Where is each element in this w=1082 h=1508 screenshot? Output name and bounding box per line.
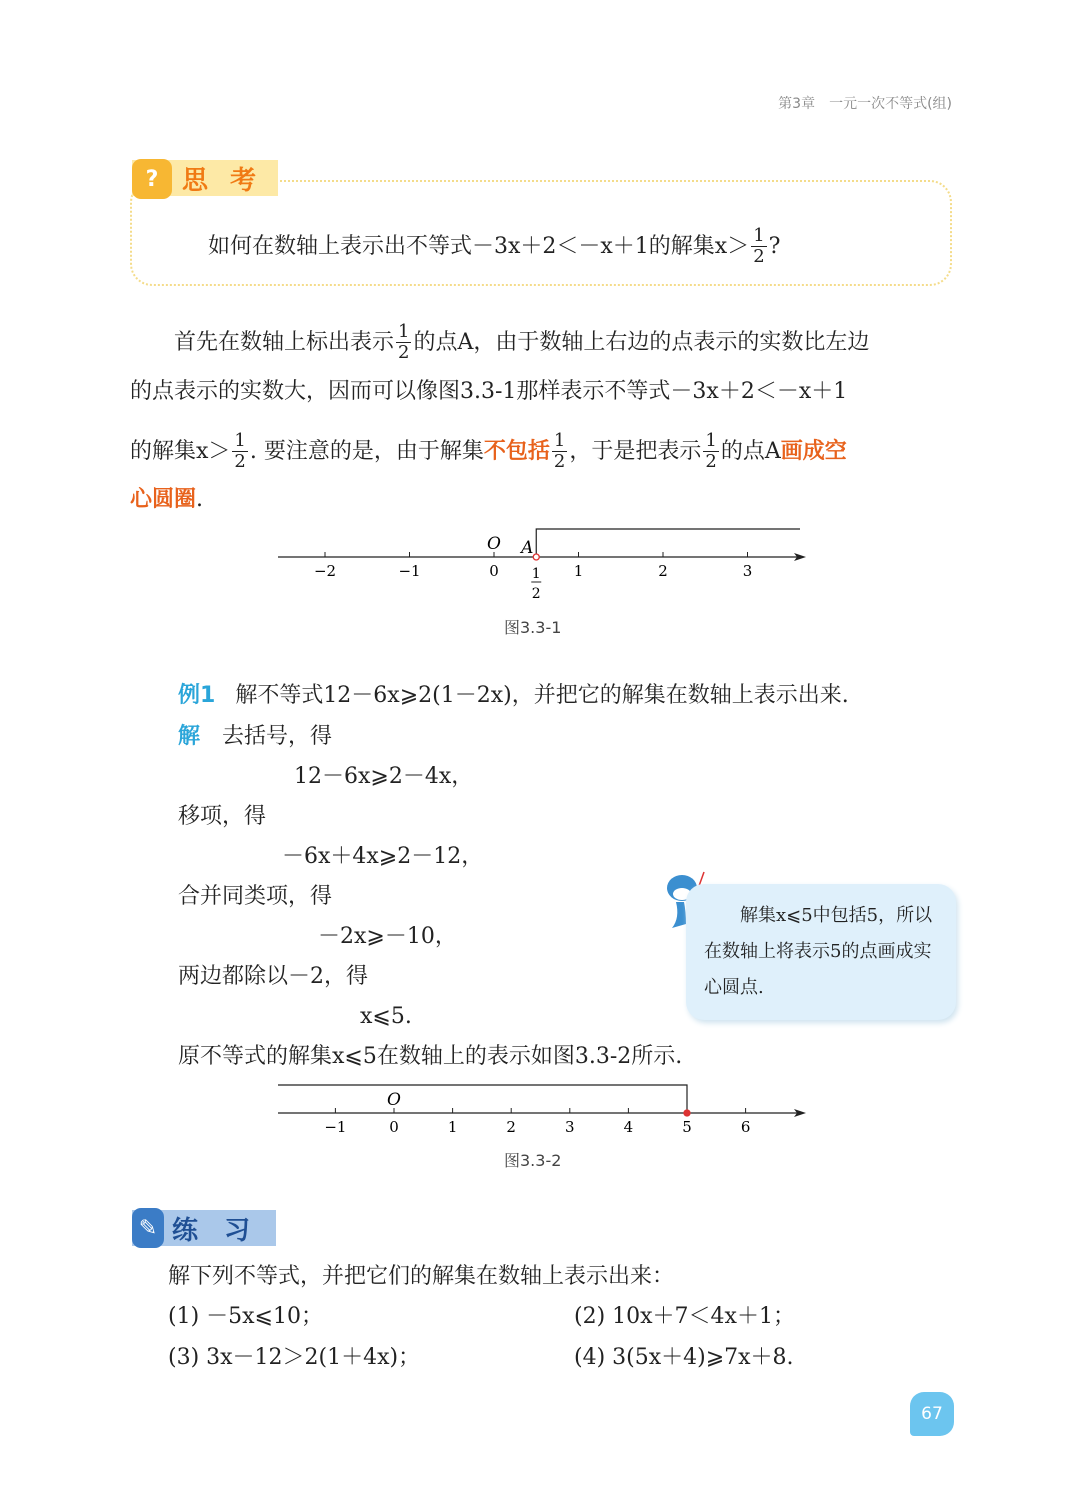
think-question — [208, 226, 780, 267]
open-point — [533, 554, 539, 560]
fraction — [751, 226, 766, 267]
example-conclusion: 原不等式的解集x⩽5在数轴上的表示如图3.3-2所示. — [178, 1044, 683, 1069]
solution-line — [178, 722, 332, 752]
think-title: 思考 — [181, 165, 278, 196]
emphasis-text: 心圆圈 — [130, 487, 197, 512]
practice-title: 练习 — [171, 1215, 276, 1246]
page-number: 67 — [910, 1392, 954, 1436]
denominator: 2 — [398, 342, 410, 363]
step-2-text: 移项，得 — [178, 804, 267, 829]
denominator: 2 — [553, 451, 566, 472]
denominator: 2 — [234, 451, 246, 472]
example-line — [178, 681, 849, 711]
practice-item-2: (2) 10x＋7＜4x＋1； — [574, 1304, 795, 1329]
tick-label: 3 — [742, 562, 753, 580]
example-problem: 解不等式12－6x⩾2(1－2x)，并把它的解集在数轴上表示出来. — [235, 683, 849, 708]
emphasis-text: 不包括 — [483, 438, 550, 464]
origin-label: O — [487, 534, 501, 554]
chapter-header: 第3章 一元一次不等式(组) — [778, 96, 952, 112]
text-segment: 如何在数轴上表示出不等式－3x＋2＜－x＋1的解集x＞ — [208, 233, 750, 259]
number-line-figure-1 — [0, 510, 1082, 610]
text-segment: ? — [768, 233, 781, 259]
practice-item-1: (1) －5x⩽10； — [168, 1304, 323, 1329]
step-1-math: 12－6x⩾2－4x， — [294, 764, 474, 789]
text-segment: . — [196, 487, 204, 512]
tick-label: 2 — [658, 562, 668, 580]
emphasis-text: 画成空 — [780, 438, 847, 464]
figure-2-caption: 图3.3-2 — [504, 1151, 562, 1170]
numerator: 1 — [705, 430, 717, 451]
solution-bracket — [536, 529, 800, 557]
tick-label: 6 — [740, 1118, 751, 1136]
numerator: 1 — [398, 321, 410, 342]
origin-label: O — [387, 1090, 401, 1110]
figure-1-caption: 图3.3-1 — [504, 618, 562, 637]
step-4-math: x⩽5. — [360, 1004, 412, 1029]
lightbulb-question-icon: ? — [132, 159, 172, 199]
text-segment: . 要注意的是，由于解集 — [249, 438, 484, 464]
tick-label: 1 — [447, 1118, 458, 1136]
example-label: 例1 — [178, 683, 216, 708]
step-4-text: 两边都除以－2，得 — [178, 964, 368, 989]
practice-item-3: (3) 3x－12＞2(1＋4x)； — [168, 1345, 421, 1370]
number-line-figure-2 — [0, 1075, 1082, 1145]
point-value-numerator: 1 — [531, 566, 541, 582]
fraction — [552, 431, 567, 472]
tick-label: −1 — [398, 562, 421, 580]
tick-label: −1 — [324, 1118, 347, 1136]
numerator: 1 — [753, 225, 765, 246]
notepad-pencil-icon: ✎ — [132, 1208, 164, 1248]
practice-item-4: (4) 3(5x＋4)⩾7x＋8. — [574, 1345, 794, 1370]
tick-label: 1 — [573, 562, 584, 580]
solution-bracket — [278, 1085, 687, 1113]
text-segment: 首先在数轴上标出表示 — [130, 329, 395, 355]
step-3-math: －2x⩾－10， — [318, 924, 457, 949]
tick-label: 4 — [623, 1118, 634, 1136]
fraction — [703, 431, 718, 472]
tick-label: 0 — [389, 1118, 399, 1136]
text-segment: 的点表示的实数大，因而可以像图3.3-1那样表示不等式－3x＋2＜－x＋1 — [130, 379, 848, 404]
fraction — [232, 431, 247, 472]
numerator: 1 — [553, 430, 566, 451]
denominator: 2 — [705, 451, 717, 472]
text-segment: 的点A，由于数轴上右边的点表示的实数比左边 — [413, 329, 870, 355]
step-3-text: 合并同类项，得 — [178, 884, 333, 909]
step-1-text: 去括号，得 — [222, 724, 333, 749]
solid-point — [684, 1110, 690, 1116]
solution-label: 解 — [178, 724, 201, 749]
tick-label: 0 — [489, 562, 499, 580]
tick-label: 2 — [506, 1118, 516, 1136]
text-segment: 的解集x＞ — [130, 438, 231, 464]
text-segment: ，于是把表示 — [569, 438, 702, 464]
tick-label: −2 — [313, 562, 337, 580]
fraction — [396, 322, 411, 363]
text-segment: 的点A — [720, 438, 781, 464]
paragraph-line-3 — [130, 431, 847, 472]
tick-label: 5 — [682, 1118, 692, 1136]
point-value-denominator: 2 — [531, 586, 541, 602]
point-label: A — [521, 538, 534, 558]
paragraph-line-2 — [130, 377, 847, 407]
tick-label: 3 — [565, 1118, 575, 1136]
practice-intro: 解下列不等式，并把它们的解集在数轴上表示出来： — [168, 1264, 675, 1289]
denominator: 2 — [753, 246, 765, 267]
think-tag — [132, 160, 278, 196]
practice-tag — [132, 1210, 276, 1246]
step-2-math: －6x＋4x⩾2－12， — [282, 844, 484, 869]
tip-bubble: 解集x⩽5中包括5，所以在数轴上将表示5的点画成实心圆点. — [686, 884, 956, 1020]
paragraph-line-1 — [130, 322, 869, 363]
numerator: 1 — [234, 430, 246, 451]
